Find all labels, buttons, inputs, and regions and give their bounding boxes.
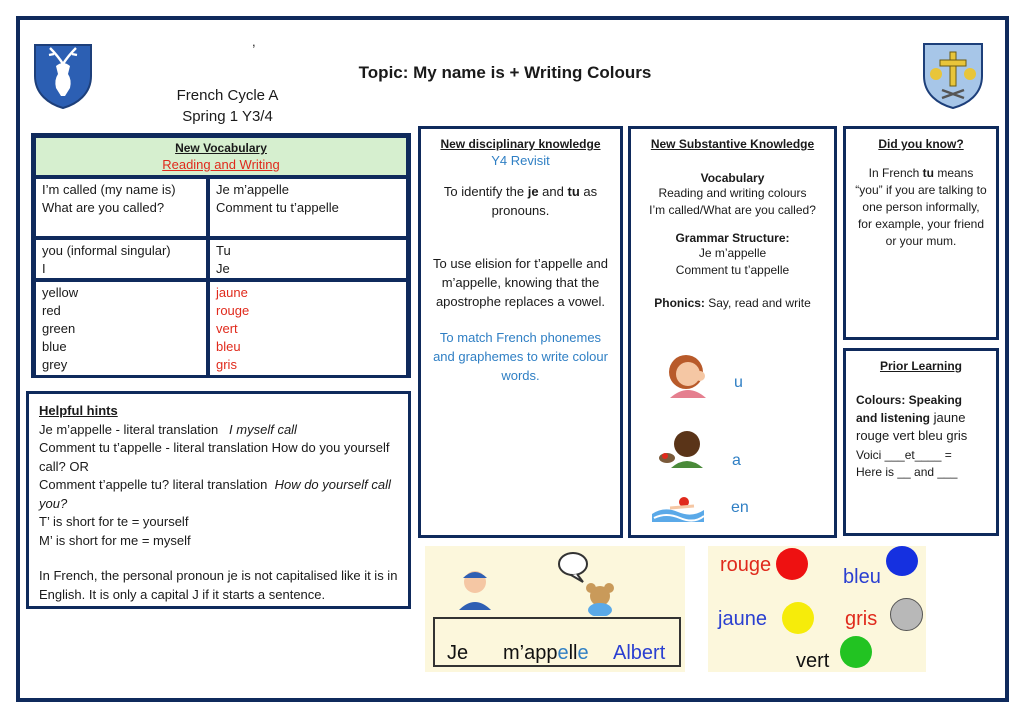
- prior-learning-heading: Prior Learning: [879, 359, 962, 373]
- text-bold: tu: [922, 166, 934, 180]
- teddy-bear-icon: [583, 582, 617, 616]
- substantive-vocab-title: Vocabulary: [700, 171, 765, 185]
- vocab-fr: Je: [216, 261, 230, 276]
- prior-words: jaune rouge vert bleu gris: [856, 410, 968, 443]
- word-rouge: rouge: [720, 554, 772, 576]
- phonics-line: [639, 295, 826, 312]
- sentence-illustration: [425, 546, 685, 672]
- hint-line: In French, the personal pronoun je is not capitalised like it is in English. It is only a capital J if it starts a sentence.: [39, 568, 398, 602]
- swimming-icon: [650, 492, 706, 524]
- stray-mark: ,: [252, 34, 256, 49]
- vocab-en: I: [42, 261, 46, 276]
- vocab-row3-fr: [210, 282, 406, 375]
- vocabulary-table: [31, 133, 411, 378]
- hint-text: Je m’appelle - literal translation: [39, 421, 219, 437]
- substantive-heading: New Substantive Knowledge: [650, 137, 815, 151]
- substantive-knowledge-panel: [628, 126, 837, 538]
- boy-eating-icon: [655, 428, 707, 468]
- vocab-fr: bleu: [216, 339, 241, 354]
- vocab-fr: jaune: [216, 285, 248, 300]
- word-part: e: [577, 642, 589, 664]
- hints-heading: Helpful hints: [39, 403, 118, 418]
- vocab-en: yellow: [42, 285, 79, 300]
- vocab-fr: gris: [216, 357, 237, 372]
- word-part: e: [557, 642, 569, 664]
- vocab-fr: vert: [216, 321, 238, 336]
- word-albert: Albert: [613, 642, 666, 664]
- text: In French: [868, 166, 923, 180]
- phonics-label: Phonics:: [654, 296, 705, 310]
- word-je: Je: [447, 642, 469, 664]
- prior-sentence: Voici ___et____ =: [856, 448, 952, 462]
- did-you-know-panel: [843, 126, 999, 340]
- word-vert: vert: [796, 650, 830, 672]
- vocab-fr: Comment tu t’appelle: [216, 200, 339, 215]
- phoneme-en: en: [731, 499, 749, 516]
- page-title: Topic: My name is + Writing Colours: [358, 63, 652, 82]
- vocab-row1-en: [36, 179, 206, 236]
- helpful-hints-panel: [26, 391, 411, 609]
- prior-learning-colours: [856, 391, 986, 445]
- vocab-fr: Je m’appelle: [216, 182, 289, 197]
- vocab-en: I’m called (my name is): [42, 182, 176, 197]
- word-gris: gris: [845, 608, 878, 630]
- vocab-row2-fr: [210, 240, 406, 278]
- text: as pronouns.: [491, 184, 598, 218]
- phonics-text: Say, read and write: [704, 296, 811, 310]
- blue-dot: [886, 546, 918, 576]
- hint-translation: How do yourself call you?: [39, 477, 391, 511]
- word-part: ll: [568, 642, 578, 664]
- prior-learning-panel: [843, 348, 999, 536]
- course-name: French Cycle A: [176, 87, 279, 104]
- vocab-en: What are you called?: [42, 200, 165, 215]
- disciplinary-point-pronouns: [431, 182, 610, 220]
- word-jaune: jaune: [718, 608, 767, 630]
- colour-words-illustration: [708, 546, 926, 672]
- substantive-vocab-line: Reading and writing colours: [658, 186, 807, 200]
- hint-line: Comment tu t’appelle - literal translation How do you yourself call? OR: [39, 440, 390, 474]
- text: To identify the: [443, 184, 528, 199]
- vocab-fr: Tu: [216, 243, 231, 258]
- vocab-en: red: [42, 303, 61, 318]
- girl-thinking-icon: [662, 352, 714, 400]
- vocabulary-heading: New Vocabulary: [175, 141, 267, 155]
- red-dot: [776, 548, 808, 580]
- word-part: m’app: [503, 642, 558, 664]
- term-label: Spring 1 Y3/4: [182, 108, 273, 125]
- text-bold: tu: [567, 184, 580, 199]
- school-crest-left: [32, 42, 94, 110]
- prior-label: Colours: Speaking and listening: [856, 393, 963, 425]
- grammar-line: Je m’appelle: [698, 246, 767, 260]
- hint-line: M’ is short for me = myself: [39, 532, 191, 548]
- vocab-en: green: [42, 321, 76, 336]
- did-you-know-heading: Did you know?: [878, 137, 964, 151]
- vocab-en: you (informal singular): [42, 243, 171, 258]
- revisit-label: Y4 Revisit: [491, 153, 550, 168]
- did-you-know-text: [854, 165, 988, 250]
- disciplinary-knowledge-panel: [418, 126, 623, 538]
- vocab-fr: rouge: [216, 303, 250, 318]
- disciplinary-heading: New disciplinary knowledge: [440, 137, 601, 151]
- phoneme-u: u: [734, 374, 743, 391]
- yellow-dot: [782, 602, 814, 634]
- hint-translation: I myself call: [229, 421, 297, 437]
- boy-talking-icon: [455, 566, 495, 610]
- vocabulary-subheading: Reading and Writing: [162, 157, 280, 172]
- prior-sentence: Here is __ and ___: [856, 465, 958, 479]
- word-bleu: bleu: [843, 566, 881, 588]
- word-mappelle: [503, 642, 589, 665]
- text: and: [538, 184, 568, 199]
- substantive-vocab-line: I’m called/What are you called?: [649, 203, 816, 217]
- green-dot: [840, 636, 872, 668]
- vocab-row2-en: [36, 240, 206, 278]
- vocab-en: blue: [42, 339, 67, 354]
- vocab-row1-fr: [210, 179, 406, 236]
- hint-line: [39, 421, 398, 440]
- grammar-line: Comment tu t’appelle: [675, 263, 790, 277]
- vocabulary-header: [36, 138, 406, 175]
- disciplinary-point-elision: To use elision for t’appelle and m’appelle, knowing that the apostrophe replaces a vowel.: [433, 256, 608, 309]
- phoneme-a: a: [732, 452, 741, 469]
- grammar-title: Grammar Structure:: [675, 231, 790, 245]
- vocab-row3-en: [36, 282, 206, 375]
- text-bold: je: [527, 184, 539, 199]
- hint-line: [39, 476, 398, 513]
- disciplinary-point-phonemes: To match French phonemes and graphemes to write colour words.: [433, 330, 608, 383]
- text: means “you” if you are talking to one person informally, for example, your friend or your mum.: [855, 166, 987, 248]
- school-crest-right: [920, 40, 986, 110]
- hint-text: Comment t’appelle tu? literal translation: [39, 477, 268, 492]
- speech-bubble-icon: [555, 550, 591, 584]
- vocab-en: grey: [42, 357, 68, 372]
- grey-dot: [890, 598, 923, 631]
- hint-line: T’ is short for te = yourself: [39, 514, 189, 529]
